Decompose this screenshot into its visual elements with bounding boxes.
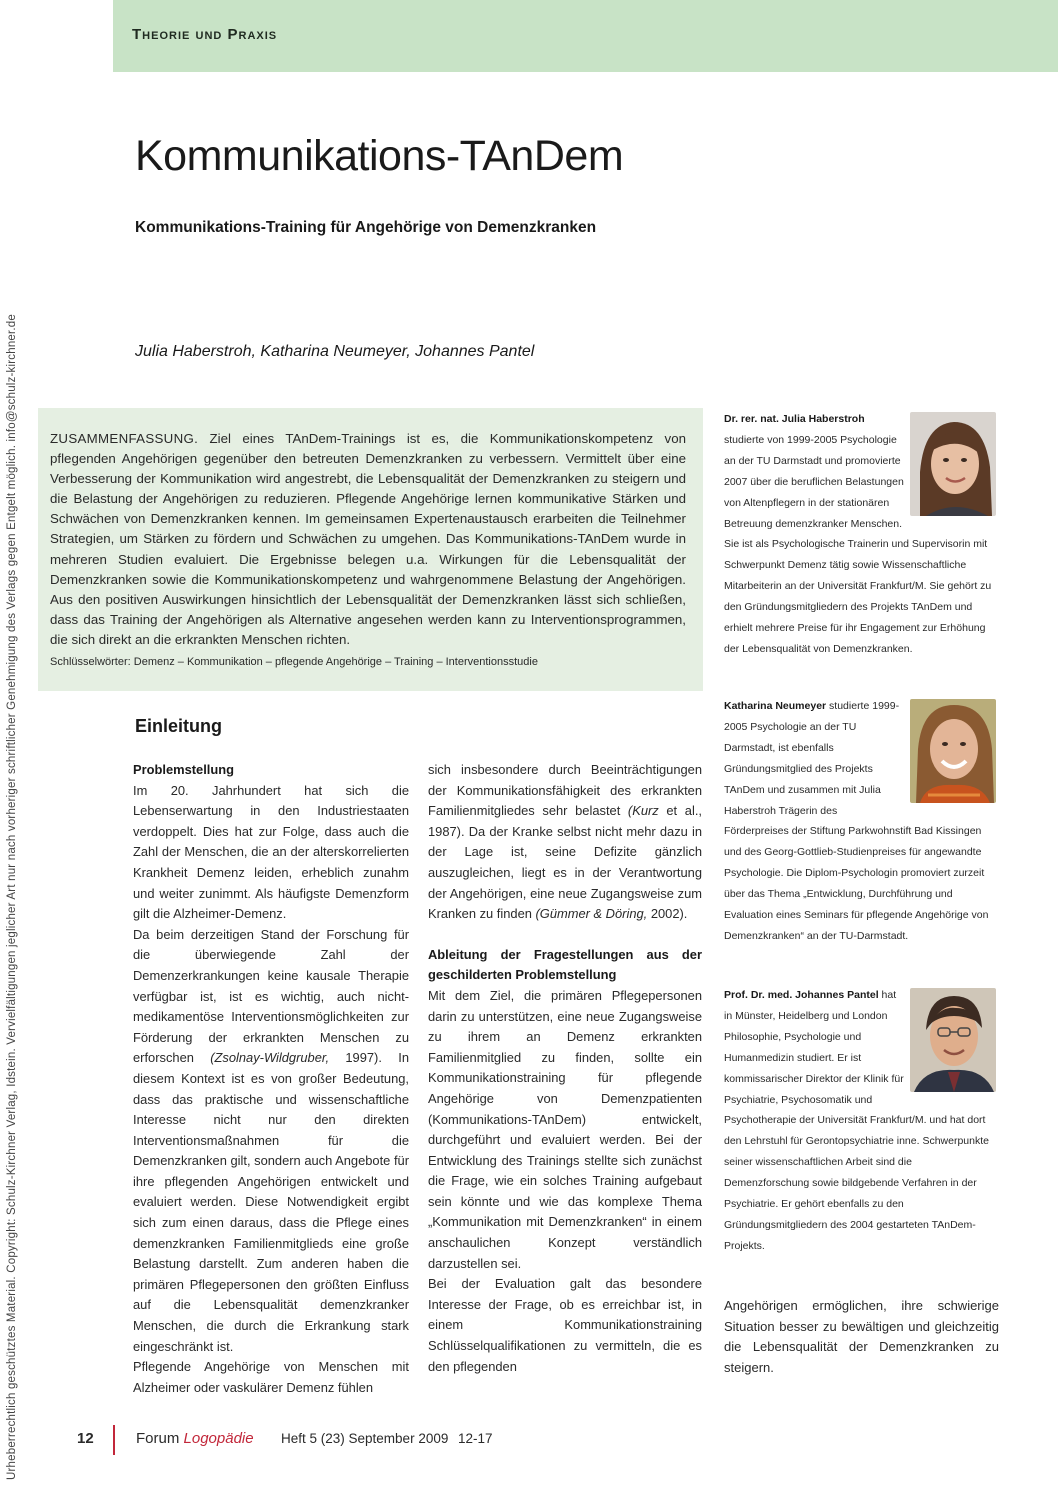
journal-name-italic: Logopädie (183, 1430, 254, 1447)
paragraph: Mit dem Ziel, die primären Pflegepersonen darin zu unterstützen, eine neue Zugangsweise zu ihrem an Demenz erkrankten Familienmitglied zu finden, sollte ein Kommunikationstraining für pflegende Angehörige von Demenzpatienten (Kommunikations-TAnDem) entwickelt, durchgeführt und evaluiert werden. Bei der Entwicklung des Trainings stellte sich zunächst die Frage, wie ein solches Training aufgebaut sein könnte und wie das komplexe Thema „Kommunikation mit Demenzkranken“ in einem anschaulichen Konzept verständlich darzustellen sei. (428, 987, 702, 1271)
paragraph (133, 925, 409, 1357)
subheading-problemstellung: Problemstellung (133, 762, 234, 777)
author-bio-pantel (724, 985, 996, 1257)
paragraph: Pflegende Angehörige von Menschen mit Alzheimer oder vaskulärer Demenz fühlen (133, 1359, 409, 1395)
section-label: Theorie und Praxis (132, 26, 278, 43)
paragraph-text: et al., 1987). Da der Kranke selbst nicht mehr dazu in der Lage ist, seine Defizite gänzlich auszugleichen, liegt es in der Verantwortung der Angehörigen, eine neue Zugangsweise zum Kranken zu finden (428, 803, 702, 922)
paragraph: Bei der Evaluation galt das besondere Interesse der Frage, ob es erreichbar ist, in einem Kommunikationstraining Schlüsselqualifikationen zu vermitteln, die es den pflegenden (428, 1276, 702, 1374)
paragraph (428, 760, 702, 925)
paragraph: Im 20. Jahrhundert hat sich die Lebenserwartung in den Industriestaaten verdoppelt. Dies hat zur Folge, dass auch die Zahl der Menschen, die an der alterskorrelierten Krankheit Demenz leiden, erheblich zunahm und weiter zunimmt. Als häufigste Demenzform gilt die Alzheimer-Demenz. (133, 782, 409, 922)
citation: (Zsolnay-Wildgruber, (210, 1050, 330, 1066)
page-range: 12-17 (458, 1431, 493, 1446)
spacer (428, 925, 702, 945)
abstract-lead: ZUSAMMENFASSUNG. (50, 431, 199, 446)
section-heading-einleitung: Einleitung (135, 716, 222, 736)
article-authors: Julia Haberstroh, Katharina Neumeyer, Johannes Pantel (135, 343, 535, 360)
paragraph-text: Da beim derzeitigen Stand der Forschung für die überwiegende Zahl der Demenzerkrankungen keine kausale Therapie verfügbar ist, ist es wichtig, auch nicht-medikamentöse Interventionsmöglichkeiten zur Förderung der erkrankten Menschen zu erforschen (133, 926, 409, 1066)
article-subtitle: Kommunikations-Training für Angehörige von Demenzkranken (135, 219, 597, 236)
citation: (Kurz (627, 803, 659, 819)
footer-divider (113, 1425, 115, 1455)
page-footer (0, 1420, 1058, 1460)
abstract-body: Ziel eines TAnDem-Trainings ist es, die Kommunikationskompetenz von pflegenden Angehörigen gegenüber den betreuten Demenzkranken zu verbessern. Vermittelt über eine Verbesserung der Kommunikation wird angestrebt, die Lebensqualität der Demenzkranken zu steigern und die Belastung der Angehörigen zu reduzieren. Pflegende Angehörige lernen kommunikative Stärken und Schwächen von Demenzkranken kennen. Im gemeinsamen Expertenaustausch erarbeiten die Teilnehmer Strategien, um Stärken zu fördern und Schwächen zu umgehen. Das Kommunikations-TAnDem wurde in mehreren Studien evaluiert. Die Ergebnisse belegen u.a. Wirkungen für die Lebensqualität der Demenzkranken sowie die Kommunikationskompetenz und wahrgenommene Belastung der Angehörigen. Aus den positiven Auswirkungen hinsichtlich der Lebensqualität der Demenzkranken lässt sich schließen, dass das Training der Angehörigen als Alternative angesehen werden kann zu Interventionsprogrammen, die sich direkt an die erkrankten Menschen richten. (50, 431, 686, 647)
body-column-left (133, 760, 409, 1398)
article-title: Kommunikations-TAnDem (135, 132, 624, 180)
author-name: Prof. Dr. med. Johannes Pantel (724, 989, 879, 1001)
paragraph-text: 1997). In diesem Kontext ist es von großer Bedeutung, dass das praktische und wissenschaftliche Interesse nicht nur den direkten Interventionsmaßnahmen für die Demenzkranken gilt, sondern auch Angebote für ihre pflegenden Angehörigen entwickelt und evaluiert werden. Diese Notwendigkeit ergibt sich zum einen daraus, dass die Pflege eines demenzkranken Familienmitglieds eine große Belastung darstellt. Zum anderen haben die primären Pflegepersonen den größten Einfluss auf die Lebensqualität demenzkranker Menschen, die durch die Erkrankung stark eingeschränkt ist. (133, 1050, 409, 1354)
paragraph-text: 2002). (647, 906, 688, 922)
author-photo-haberstroh (910, 412, 996, 516)
abstract-text (50, 429, 686, 650)
copyright-side-note: Urheberrechtlich geschütztes Material. Copyright: Schulz-Kirchner Verlag, Idstein. Vervielfältigungen jeglicher Art nur nach vorheriger schriftlicher Genehmigung des Verlags gegen Entgelt möglich. info@schulz-kirchner.de (6, 314, 18, 1480)
page-number: 12 (77, 1430, 94, 1447)
author-bio-haberstroh (724, 409, 996, 660)
journal-name (136, 1430, 254, 1447)
author-bio-text: studierte 1999-2005 Psychologie an der TU Darmstadt, ist ebenfalls Gründungsmitglied des Projekts TAnDem und zusammen mit Julia Haberstroh Trägerin des Förderpreises der Stiftung Parkwohnstift Bad Kissingen und des Georg-Gottlieb-Studienpreises für angewandte Psychologie. Die Diplom-Psychologin promoviert zurzeit über das Thema „Entwicklung, Durchführung und Evaluation eines Seminars für pflegende Angehörige von Demenzkranken“ an der TU-Darmstadt. (724, 700, 989, 942)
author-bio-text: hat in Münster, Heidelberg und London Philosophie, Psychologie und Humanmedizin studiert. Er ist kommissarischer Direktor der Klinik für Psychiatrie, Psychosomatik und Psychotherapie der Universität Frankfurt/M. und hat dort den Lehrstuhl für Gerontopsychiatrie inne. Schwerpunkte seiner wissenschaftlichen Arbeit sind die Demenzforschung sowie bildgebende Verfahren in der Psychiatrie. Er gehört ebenfalls zu den Gründungsmitgliedern des 2004 gestarteten TAnDem-Projekts. (724, 989, 989, 1252)
author-bio-text: studierte von 1999-2005 Psychologie an der TU Darmstadt und promovierte 2007 über die beruflichen Belastungen von Altenpflegern in der stationären Betreuung demenzkranker Menschen. Sie ist als Psychologische Trainerin und Supervisorin mit Schwerpunkt Demenz tätig sowie Wissenschaftliche Mitarbeiterin an der Universität Frankfurt/M. Sie gehört zu den Gründungsmitgliedern des Projekts TAnDem und erhielt mehrere Preise für ihr Engagement zur Erhöhung der Lebensqualität von Demenzkranken. (724, 433, 992, 655)
subheading-fragestellungen: Ableitung der Fragestellungen aus der geschilderten Problemstellung (428, 946, 702, 983)
author-bio-neumeyer (724, 696, 996, 947)
paragraph-text: sich insbesondere durch Beeinträchtigungen der Kommunikationsfähigkeit des erkrankten Familienmitgliedes sehr belastet (428, 762, 702, 819)
citation: (Gümmer & Döring, (535, 906, 648, 922)
journal-name-plain: Forum (136, 1430, 180, 1447)
body-column-right-tail: Angehörigen ermöglichen, ihre schwierige Situation besser zu bewältigen und gleichzeitig die Lebensqualität der Demenzkranken zu steigern. (724, 1298, 999, 1375)
author-name: Dr. rer. nat. Julia Haberstroh (724, 413, 865, 425)
abstract-keywords: Schlüsselwörter: Demenz – Kommunikation – pflegende Angehörige – Training – Interventionsstudie (50, 656, 538, 668)
body-column-middle (428, 760, 702, 1377)
author-photo-pantel (910, 988, 996, 1092)
author-name: Katharina Neumeyer (724, 700, 827, 712)
author-photo-neumeyer (910, 699, 996, 803)
journal-issue: Heft 5 (23) September 2009 (281, 1431, 449, 1446)
